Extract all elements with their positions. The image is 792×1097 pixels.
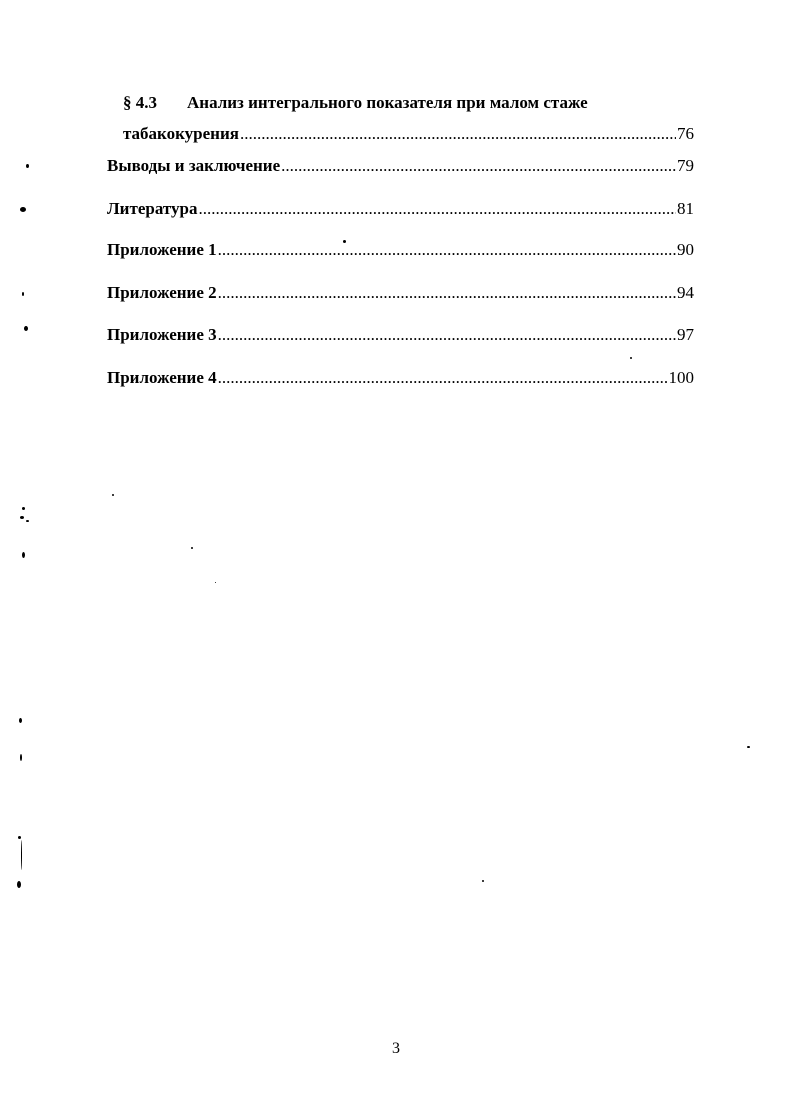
toc-entry-page: 79 bbox=[677, 156, 694, 175]
toc-entry-page: 76 bbox=[677, 124, 694, 143]
dot-leader bbox=[218, 368, 668, 388]
scan-speck bbox=[22, 507, 25, 510]
scan-speck bbox=[20, 516, 24, 519]
toc-entry-label: Приложение 2 bbox=[107, 283, 217, 302]
page-number: 3 bbox=[392, 1040, 400, 1057]
toc-entry-label: Литература bbox=[107, 199, 198, 218]
scan-speck bbox=[26, 520, 29, 522]
toc-entry-appendix-3 bbox=[107, 325, 694, 345]
toc-entry-page: 100 bbox=[668, 368, 694, 387]
scan-speck bbox=[22, 552, 25, 558]
scan-speck bbox=[191, 547, 193, 549]
scan-speck bbox=[20, 207, 26, 212]
toc-entry-section-4-3 bbox=[123, 124, 694, 144]
toc-entry-page: 81 bbox=[677, 199, 694, 218]
scan-speck bbox=[18, 836, 21, 839]
toc-entry-page: 97 bbox=[677, 325, 694, 344]
scan-speck bbox=[17, 881, 21, 888]
dot-leader bbox=[218, 325, 676, 345]
dot-leader bbox=[218, 240, 676, 260]
toc-entry-conclusions bbox=[107, 156, 694, 176]
toc-entry-appendix-2 bbox=[107, 283, 694, 303]
toc-entry-literature bbox=[107, 199, 694, 219]
toc-entry-appendix-4 bbox=[107, 368, 694, 388]
toc-entry-label: Приложение 1 bbox=[107, 240, 217, 259]
scan-speck bbox=[343, 240, 346, 243]
toc-entry-label: Выводы и заключение bbox=[107, 156, 281, 175]
scan-speck bbox=[747, 746, 750, 748]
scan-speck bbox=[20, 754, 22, 761]
scan-speck bbox=[482, 880, 484, 882]
toc-entry-label: Приложение 4 bbox=[107, 368, 217, 387]
toc-entry-page: 90 bbox=[677, 240, 694, 259]
dot-leader bbox=[198, 199, 676, 219]
toc-entry-label: табакокурения bbox=[123, 124, 239, 143]
toc-entry-page: 94 bbox=[677, 283, 694, 302]
dot-leader bbox=[240, 124, 676, 144]
toc-entry-appendix-1 bbox=[107, 240, 694, 260]
scan-speck bbox=[215, 582, 216, 583]
section-title: Анализ интегрального показателя при малом стаже bbox=[187, 93, 588, 112]
scan-speck bbox=[112, 494, 114, 496]
toc-entry-label: Приложение 3 bbox=[107, 325, 217, 344]
scan-speck bbox=[26, 164, 29, 168]
scan-speck bbox=[19, 718, 22, 723]
scan-speck bbox=[21, 840, 22, 870]
scan-speck bbox=[24, 326, 28, 331]
toc-section-heading bbox=[123, 93, 588, 113]
scan-speck bbox=[630, 357, 632, 359]
dot-leader bbox=[281, 156, 676, 176]
dot-leader bbox=[218, 283, 676, 303]
scan-speck bbox=[22, 292, 24, 296]
section-number: § 4.3 bbox=[123, 93, 157, 112]
